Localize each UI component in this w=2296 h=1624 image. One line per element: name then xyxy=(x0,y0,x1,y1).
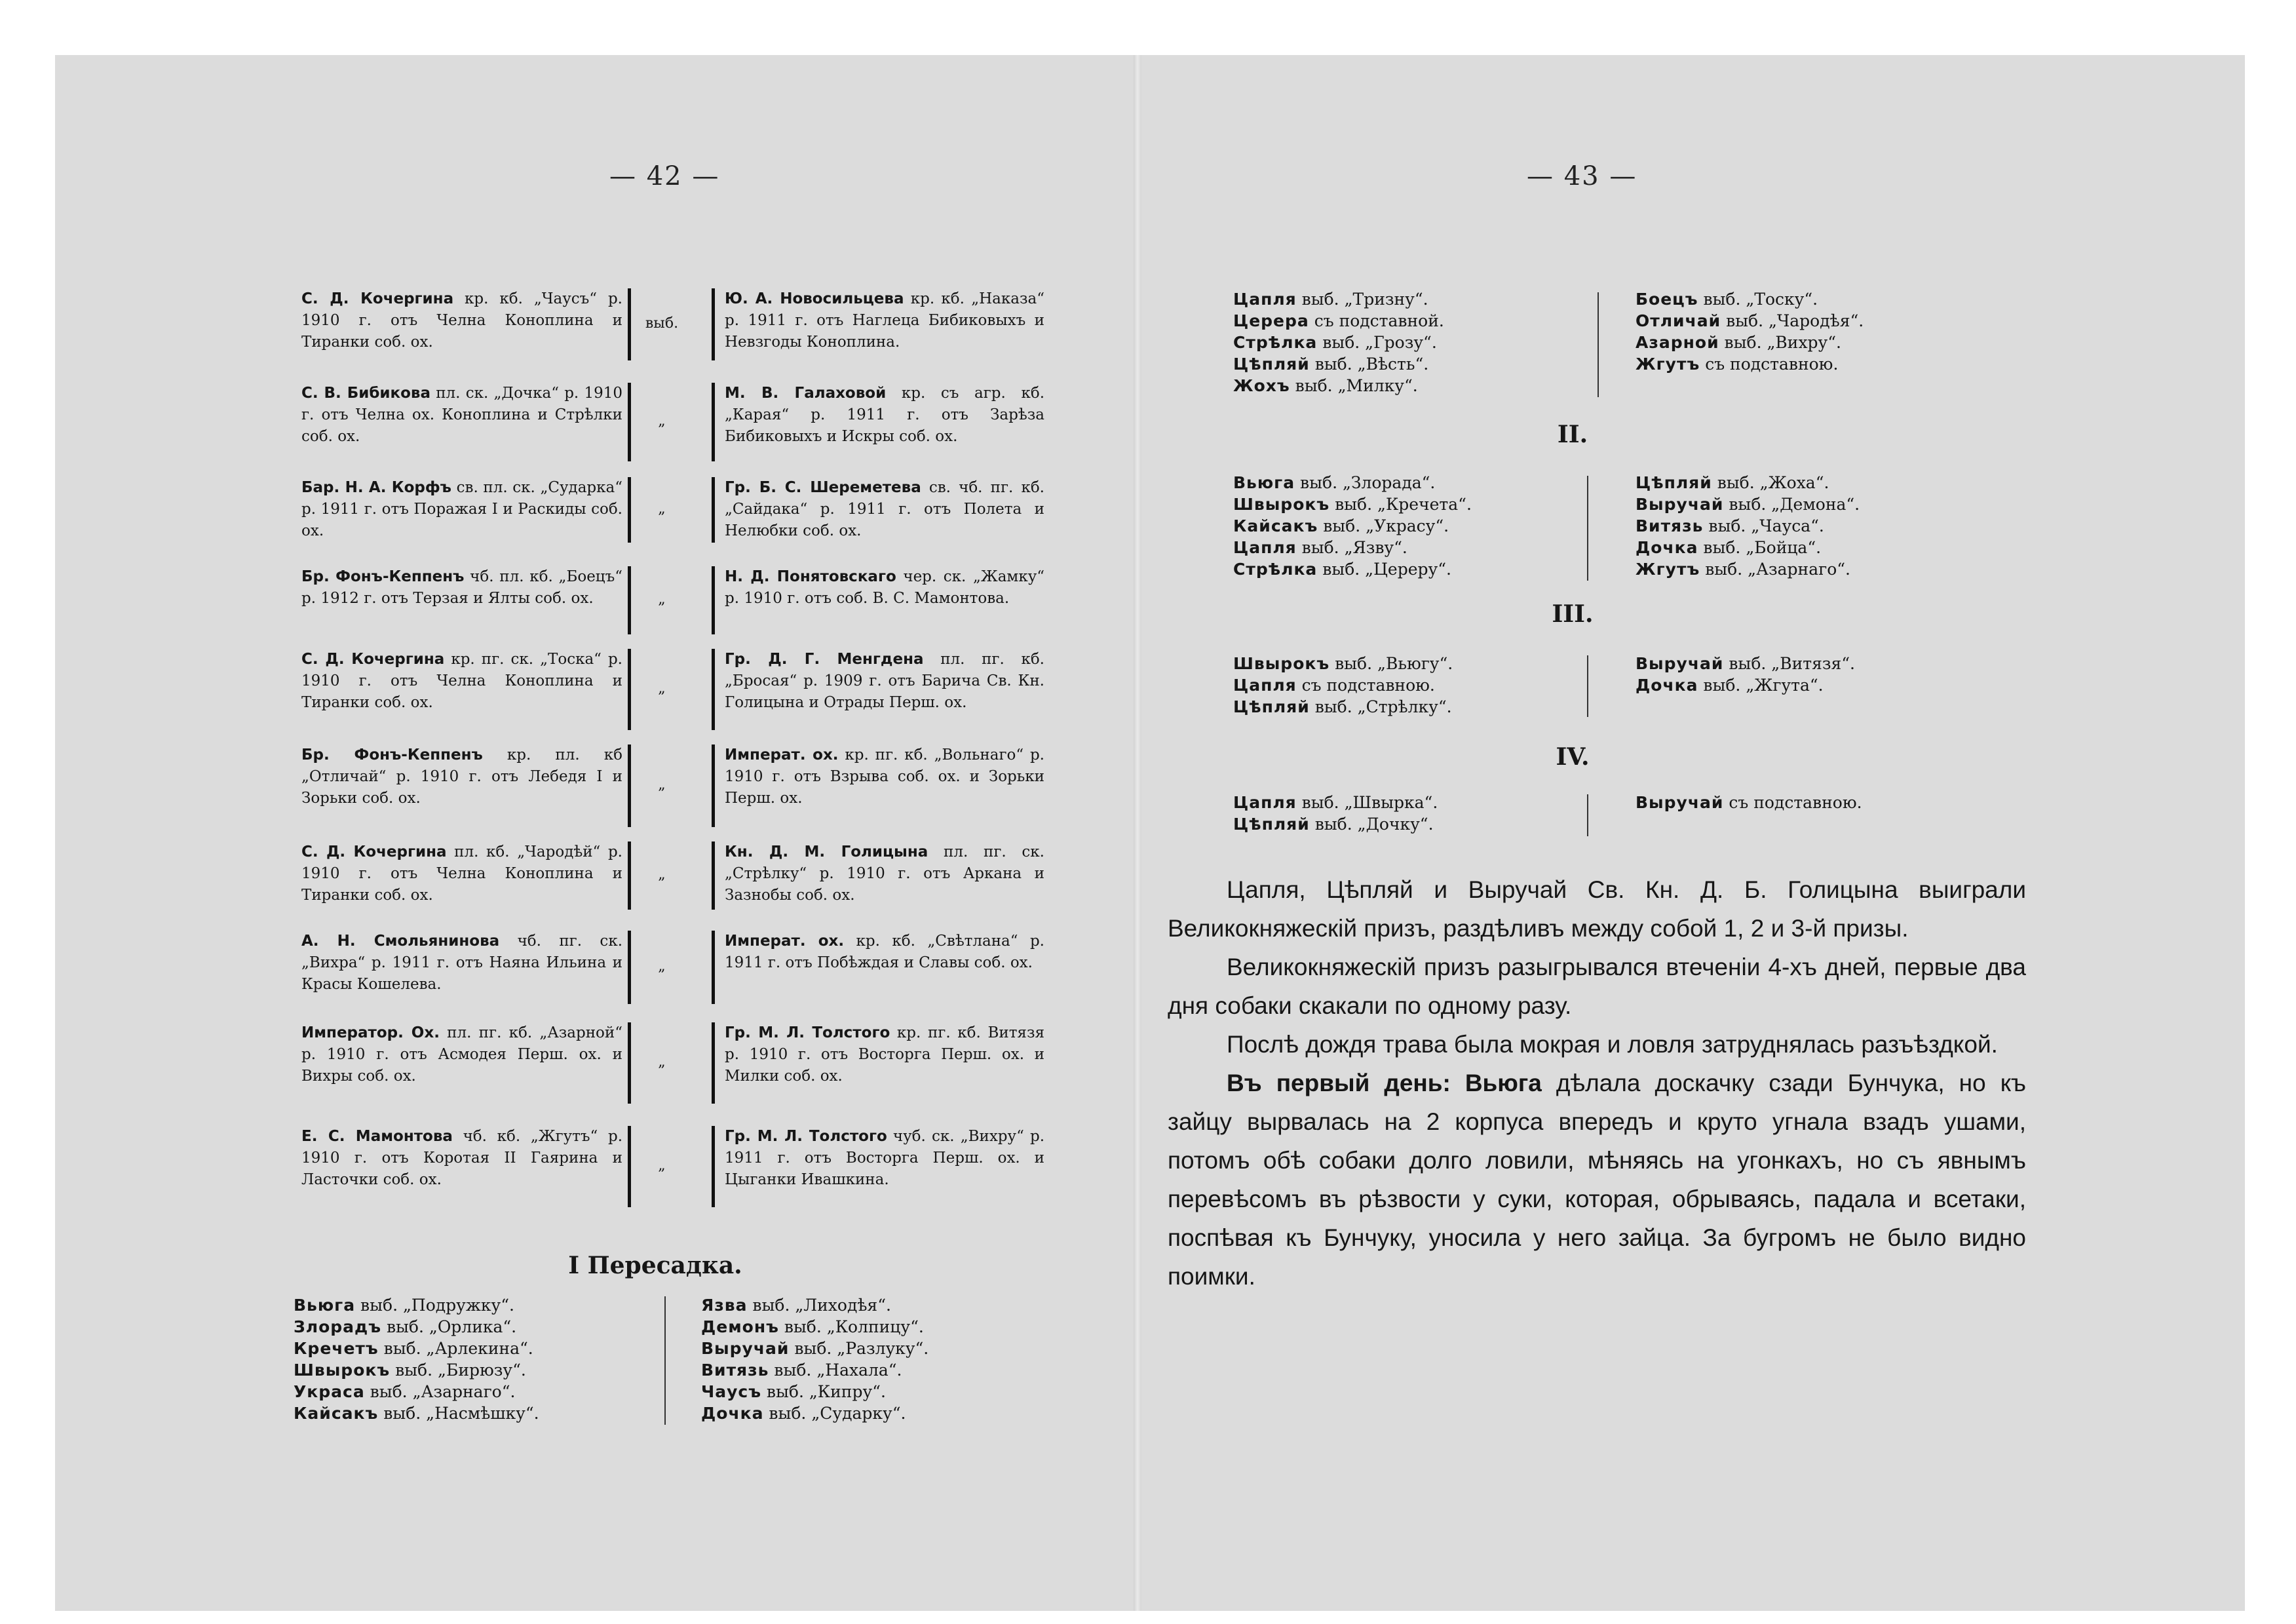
list-item xyxy=(701,1316,928,1338)
result-text: съ подставною. xyxy=(1296,676,1435,695)
entry-text: пл. кб. „Чародѣй“ р. 1910 г. отъ Челна Коноплина и Тиранки соб. ох. xyxy=(301,843,622,904)
list-item xyxy=(294,1359,539,1381)
dog-name: Отличай xyxy=(1636,311,1721,330)
dog-name: Цапля xyxy=(1233,793,1297,812)
result-text: выб. „Язву“. xyxy=(1296,538,1407,557)
dog-name: Стрѣлка xyxy=(1233,560,1318,579)
dog-name: Швырокъ xyxy=(294,1361,391,1380)
result-mark: „ xyxy=(658,1054,666,1070)
entry-text: кр. кб. „Чаусъ“ р. 1910 г. отъ Челна Коноплина и Тиранки соб. ох. xyxy=(301,290,622,351)
list-item xyxy=(1636,288,1864,310)
owner-name: Императ. ох. xyxy=(725,933,845,950)
list-item xyxy=(1233,792,1438,813)
bracket-line xyxy=(628,1126,631,1207)
paragraph xyxy=(1168,1064,2026,1296)
paragraph: Великокняжескій призъ разыгрывался втеченіи 4-хъ дней, первые два дня собаки скакали по одному разу. xyxy=(1168,954,2026,1019)
dog-name: Дочка xyxy=(701,1404,764,1423)
entry-text: кр. пл. кб „Отличай“ р. 1910 г. отъ Лебедя I и Зорьки соб. ох. xyxy=(301,746,622,807)
paragraph-text: дѣлала доскачку сзади Бунчука, но къ зайцу вырвалась на 2 корпуса впередъ и круто угнала взадъ ушами, потомъ обѣ собаки долго ловили, мѣняясь на угонкахъ, но съ явнымъ перевѣсомъ въ рѣзвости у суки, которая, обрываясь, падала и всетаки, поспѣвая къ Бунчуку, уносила у него зайца. За бугромъ не было видно поимки. xyxy=(1168,1070,2027,1290)
bracket-line xyxy=(712,383,715,461)
round-list-right xyxy=(1636,792,1862,813)
loser-entry xyxy=(725,288,1044,353)
result-text: выб. „Бойца“. xyxy=(1698,538,1822,557)
result-text: съ подставною. xyxy=(1723,793,1862,812)
dog-name: Кайсакъ xyxy=(1233,516,1318,535)
entry-text: кр. пг. кб. Витязя р. 1910 г. отъ Восторга Перш. ох. и Милки соб. ох. xyxy=(725,1024,1044,1085)
result-mark: „ xyxy=(658,777,666,793)
result-text: выб. „Колпицу“. xyxy=(778,1317,924,1336)
result-text: выб. „Разлуку“. xyxy=(789,1339,929,1358)
entry-text: пл. пг. ск. „Стрѣлку“ р. 1910 г. отъ Аркана и Зазнобы соб. ох. xyxy=(725,843,1044,904)
list-item xyxy=(1636,792,1862,813)
loser-entry xyxy=(725,1022,1044,1087)
dog-name: Вьюга xyxy=(294,1296,356,1315)
bracket-line xyxy=(712,649,715,730)
result-text: выб. „Вихру“. xyxy=(1719,333,1841,352)
dog-name: Швырокъ xyxy=(1233,495,1330,514)
dog-name: Выручай xyxy=(1636,495,1724,514)
list-item xyxy=(1233,558,1472,580)
result-text: выб. „Жоха“. xyxy=(1712,473,1829,492)
list-item xyxy=(1233,472,1472,493)
list-item xyxy=(1233,515,1472,537)
result-text: выб. „Украсу“. xyxy=(1318,516,1449,535)
dog-name: Цѣпляй xyxy=(1233,815,1310,834)
result-text: выб. „Жгута“. xyxy=(1698,676,1824,695)
owner-name: Е. С. Мамонтова xyxy=(301,1128,453,1145)
owner-name: Бр. Фонъ-Кеппенъ xyxy=(301,568,465,585)
round-list-left xyxy=(1233,288,1444,396)
list-item xyxy=(1636,515,1860,537)
result-text: выб. „Дочку“. xyxy=(1309,815,1434,834)
bracket-line xyxy=(712,477,715,543)
bracket-line xyxy=(712,744,715,827)
owner-name: Гр. М. Л. Толстого xyxy=(725,1024,890,1041)
column-divider xyxy=(1587,655,1588,717)
list-item xyxy=(1233,310,1444,332)
section-heading: I Пересадка. xyxy=(568,1252,742,1279)
result-text: выб. „Вѣсть“. xyxy=(1309,355,1429,374)
list-item xyxy=(1636,353,1864,375)
dog-name: Витязь xyxy=(701,1361,769,1380)
winner-entry xyxy=(301,1022,622,1087)
dog-name: Цѣпляй xyxy=(1233,697,1310,716)
dog-name: Жохъ xyxy=(1233,376,1290,395)
bracket-line xyxy=(628,288,631,360)
list-item xyxy=(1233,493,1472,515)
loser-entry xyxy=(725,566,1044,609)
loser-entry xyxy=(725,477,1044,542)
entry-text: кр. пг. ск. „Тоска“ р. 1910 г. отъ Челна Коноплина и Тиранки соб. ох. xyxy=(301,651,622,711)
owner-name: С. Д. Кочергина xyxy=(301,290,454,307)
list-item xyxy=(1233,696,1453,718)
entry-text: кр. кб. „Свѣтлана“ р. 1911 г. отъ Побѣждая и Славы соб. ох. xyxy=(725,933,1044,971)
result-text: выб. „Злорада“. xyxy=(1295,473,1436,492)
dog-name: Выручай xyxy=(1636,793,1724,812)
result-text: выб. „Чауса“. xyxy=(1703,516,1824,535)
dog-name: Кречетъ xyxy=(294,1339,379,1358)
owner-name: Гр. Б. С. Шереметева xyxy=(725,479,921,496)
result-text: съ подставной. xyxy=(1309,311,1444,330)
entry-text: кр. пг. кб. „Вольнаго“ р. 1910 г. отъ Взрыва соб. ох. и Зорьки Перш. ох. xyxy=(725,746,1044,807)
result-text: выб. „Кречета“. xyxy=(1330,495,1472,514)
list-item xyxy=(1233,353,1444,375)
entry-text: пл. пг. кб. „Азарной“ р. 1910 г. отъ Асмодея Перш. ох. и Вихры соб. ох. xyxy=(301,1024,622,1085)
loser-entry xyxy=(725,744,1044,809)
list-item xyxy=(701,1338,928,1359)
column-divider xyxy=(1587,476,1588,581)
list-item xyxy=(1233,813,1438,835)
dog-name: Кайсакъ xyxy=(294,1404,379,1423)
list-item xyxy=(1636,493,1860,515)
dog-name: Цапля xyxy=(1233,676,1297,695)
owner-name: Кн. Д. М. Голицына xyxy=(725,843,928,860)
column-divider xyxy=(664,1296,666,1425)
dog-name: Дочка xyxy=(1636,676,1698,695)
list-item xyxy=(1636,653,1855,674)
column-divider xyxy=(1598,292,1599,397)
owner-name: С. Д. Кочергина xyxy=(301,651,445,668)
dog-name: Боецъ xyxy=(1636,290,1698,309)
paragraph: Цапля, Цѣпляй и Выручай Св. Кн. Д. Б. Голицына выиграли Великокняжескій призъ, раздѣливъ между собой 1, 2 и 3-й призы. xyxy=(1168,876,2026,942)
list-item xyxy=(701,1402,928,1424)
dog-name: Вьюга xyxy=(1233,473,1295,492)
owner-name: Императ. ох. xyxy=(725,746,839,764)
entry-text: св. пл. ск. „Сударка“ р. 1911 г. отъ Поражая I и Раскиды соб. ох. xyxy=(301,479,622,539)
winner-entry xyxy=(301,931,622,996)
result-text: выб. „Лиходѣя“. xyxy=(747,1296,891,1315)
result-text: выб. „Азарнаго“. xyxy=(1700,560,1850,579)
dog-name: Язва xyxy=(701,1296,748,1315)
result-text: выб. „Тризну“. xyxy=(1296,290,1428,309)
dog-name: Азарной xyxy=(1636,333,1719,352)
round-heading: II. xyxy=(1557,421,1588,448)
result-text: выб. „Нахала“. xyxy=(769,1361,902,1380)
round-heading: IV. xyxy=(1556,743,1590,771)
list-item xyxy=(1636,537,1860,558)
dog-name: Украса xyxy=(294,1382,365,1401)
loser-entry xyxy=(725,841,1044,906)
list-item xyxy=(1636,674,1855,696)
dog-name: Злорадъ xyxy=(294,1317,381,1336)
list-item xyxy=(1636,332,1864,353)
result-text: выб. „Милку“. xyxy=(1290,376,1418,395)
result-text: выб. „Бирюзу“. xyxy=(390,1361,526,1380)
result-text: выб. „Подружку“. xyxy=(355,1296,514,1315)
bracket-line xyxy=(628,931,631,1004)
column-divider xyxy=(1587,794,1588,836)
result-mark: „ xyxy=(658,501,666,517)
list-item xyxy=(701,1381,928,1402)
list-item xyxy=(1636,472,1860,493)
bracket-line xyxy=(712,841,715,910)
entry-text: кр. съ агр. кб. „Карая“ р. 1911 г. отъ Зарѣза Бибиковыхъ и Искры соб. ох. xyxy=(725,385,1045,445)
loser-entry xyxy=(725,649,1044,714)
loser-entry xyxy=(725,1126,1044,1191)
result-text: выб. „Вьюгу“. xyxy=(1330,654,1453,673)
result-text: выб. „Насмѣшку“. xyxy=(378,1404,539,1423)
bracket-line xyxy=(628,744,631,827)
result-text: выб. „Цереру“. xyxy=(1317,560,1451,579)
dog-name: Цѣпляй xyxy=(1636,473,1712,492)
dog-name: Жгутъ xyxy=(1636,355,1700,374)
dog-name: Выручай xyxy=(701,1339,790,1358)
dog-name: Швырокъ xyxy=(1233,654,1330,673)
winner-entry xyxy=(301,1126,622,1191)
list-item xyxy=(294,1316,539,1338)
loser-entry xyxy=(725,383,1044,448)
result-text: съ подставною. xyxy=(1700,355,1839,374)
entry-text: чер. ск. „Жамку“ р. 1910 г. отъ соб. В. С. Мамонтова. xyxy=(725,568,1044,607)
winner-entry xyxy=(301,566,622,609)
dog-name: Демонъ xyxy=(701,1317,779,1336)
pair-list-left xyxy=(294,1294,539,1424)
list-item xyxy=(294,1294,539,1316)
bracket-line xyxy=(712,931,715,1004)
list-item xyxy=(1636,310,1864,332)
round-list-left xyxy=(1233,792,1438,835)
entry-text: пл. ск. „Дочка“ р. 1910 г. отъ Челна ох. Коноплина и Стрѣлки соб. ох. xyxy=(301,385,622,445)
paragraph-lead: Въ первый день: Вьюга xyxy=(1227,1070,1542,1096)
result-mark: „ xyxy=(658,958,666,975)
list-item xyxy=(701,1359,928,1381)
list-item xyxy=(701,1294,928,1316)
dog-name: Цапля xyxy=(1233,290,1297,309)
bracket-line xyxy=(628,566,631,634)
dog-name: Стрѣлка xyxy=(1233,333,1318,352)
result-text: выб. „Чародѣя“. xyxy=(1721,311,1864,330)
bracket-line xyxy=(628,383,631,461)
winner-entry xyxy=(301,841,622,906)
dog-name: Церера xyxy=(1233,311,1309,330)
bracket-line xyxy=(712,288,715,360)
list-item xyxy=(294,1381,539,1402)
owner-name: Ю. А. Новосильцева xyxy=(725,290,904,307)
list-item xyxy=(1233,537,1472,558)
entry-text: пл. пг. кб. „Бросая“ р. 1909 г. отъ Барича Св. Кн. Голицына и Отрады Перш. ох. xyxy=(725,651,1044,711)
result-mark: „ xyxy=(658,866,666,883)
round-list-right xyxy=(1636,288,1864,375)
result-mark: выб. xyxy=(645,315,679,332)
bracket-line xyxy=(712,1022,715,1104)
owner-name: А. Н. Смольянинова xyxy=(301,933,500,950)
body-text xyxy=(1168,870,2026,1296)
dog-name: Витязь xyxy=(1636,516,1704,535)
entry-text: чб. пг. ск. „Вихра“ р. 1911 г. отъ Наяна Ильина и Красы Кошелева. xyxy=(301,933,623,993)
list-item xyxy=(1636,558,1860,580)
page-number: — 43 — xyxy=(1527,161,1637,191)
pair-list-right xyxy=(701,1294,928,1424)
owner-name: Бр. Фонъ-Кеппенъ xyxy=(301,746,483,764)
list-item xyxy=(1233,375,1444,396)
list-item xyxy=(294,1402,539,1424)
owner-name: Н. Д. Понятовскаго xyxy=(725,568,896,585)
list-item xyxy=(1233,332,1444,353)
owner-name: Гр. Д. Г. Менгдена xyxy=(725,651,924,668)
winner-entry xyxy=(301,383,622,448)
entry-text: кр. кб. „Наказа“ р. 1911 г. отъ Наглеца Бибиковыхъ и Невзгоды Коноплина. xyxy=(725,290,1044,351)
result-text: выб. „Демона“. xyxy=(1723,495,1860,514)
list-item xyxy=(1233,288,1444,310)
loser-entry xyxy=(725,931,1044,974)
dog-name: Цѣпляй xyxy=(1233,355,1310,374)
entry-text: чб. пл. кб. „Боецъ“ р. 1912 г. отъ Терзая и Ялты соб. ох. xyxy=(301,568,622,607)
result-text: выб. „Кипру“. xyxy=(761,1382,886,1401)
entry-text: чуб. ск. „Вихру“ р. 1911 г. отъ Восторга Перш. ох. и Цыганки Ивашкина. xyxy=(725,1128,1045,1188)
paragraph: Послѣ дождя трава была мокрая и ловля затруднялась разъѣздкой. xyxy=(1227,1031,1998,1058)
round-list-left xyxy=(1233,653,1453,718)
result-mark: „ xyxy=(658,591,666,608)
entry-text: св. чб. пг. кб. „Сайдака“ р. 1911 г. отъ Полета и Нелюбки соб. ох. xyxy=(725,479,1044,539)
round-list-right xyxy=(1636,472,1860,580)
owner-name: Гр. М. Л. Толстого xyxy=(725,1128,887,1145)
result-mark: „ xyxy=(658,680,666,697)
result-text: выб. „Швырка“. xyxy=(1296,793,1438,812)
owner-name: Император. Ох. xyxy=(301,1024,440,1041)
entry-text: чб. кб. „Жгутъ“ р. 1910 г. отъ Коротая II Гаярина и Ласточки соб. ох. xyxy=(301,1128,623,1188)
result-text: выб. „Орлика“. xyxy=(381,1317,517,1336)
result-mark: „ xyxy=(658,1157,666,1174)
result-text: выб. „Азарнаго“. xyxy=(364,1382,516,1401)
owner-name: Бар. Н. А. Корфъ xyxy=(301,479,451,496)
page-number: — 42 — xyxy=(609,161,720,191)
dog-name: Чаусъ xyxy=(701,1382,761,1401)
result-text: выб. „Стрѣлку“. xyxy=(1309,697,1452,716)
result-text: выб. „Грозу“. xyxy=(1317,333,1437,352)
bracket-line xyxy=(628,477,631,543)
round-list-left xyxy=(1233,472,1472,580)
dog-name: Дочка xyxy=(1636,538,1698,557)
bracket-line xyxy=(628,841,631,910)
list-item xyxy=(1233,653,1453,674)
result-mark: „ xyxy=(658,413,666,429)
bracket-line xyxy=(628,649,631,730)
dog-name: Выручай xyxy=(1636,654,1724,673)
owner-name: С. Д. Кочергина xyxy=(301,843,447,860)
result-text: выб. „Арлекина“. xyxy=(378,1339,533,1358)
bracket-line xyxy=(628,1022,631,1104)
winner-entry xyxy=(301,288,622,353)
winner-entry xyxy=(301,649,622,714)
owner-name: С. В. Бибикова xyxy=(301,385,431,402)
winner-entry xyxy=(301,477,622,542)
book-fold xyxy=(1134,55,1141,1611)
round-list-right xyxy=(1636,653,1855,696)
result-text: выб. „Сударку“. xyxy=(763,1404,906,1423)
list-item xyxy=(1233,674,1453,696)
winner-entry xyxy=(301,744,622,809)
bracket-line xyxy=(712,566,715,634)
result-text: выб. „Тоску“. xyxy=(1698,290,1818,309)
bracket-line xyxy=(712,1126,715,1207)
round-heading: III. xyxy=(1552,600,1594,628)
result-text: выб. „Витязя“. xyxy=(1723,654,1855,673)
owner-name: М. В. Галаховой xyxy=(725,385,887,402)
list-item xyxy=(294,1338,539,1359)
dog-name: Цапля xyxy=(1233,538,1297,557)
dog-name: Жгутъ xyxy=(1636,560,1700,579)
